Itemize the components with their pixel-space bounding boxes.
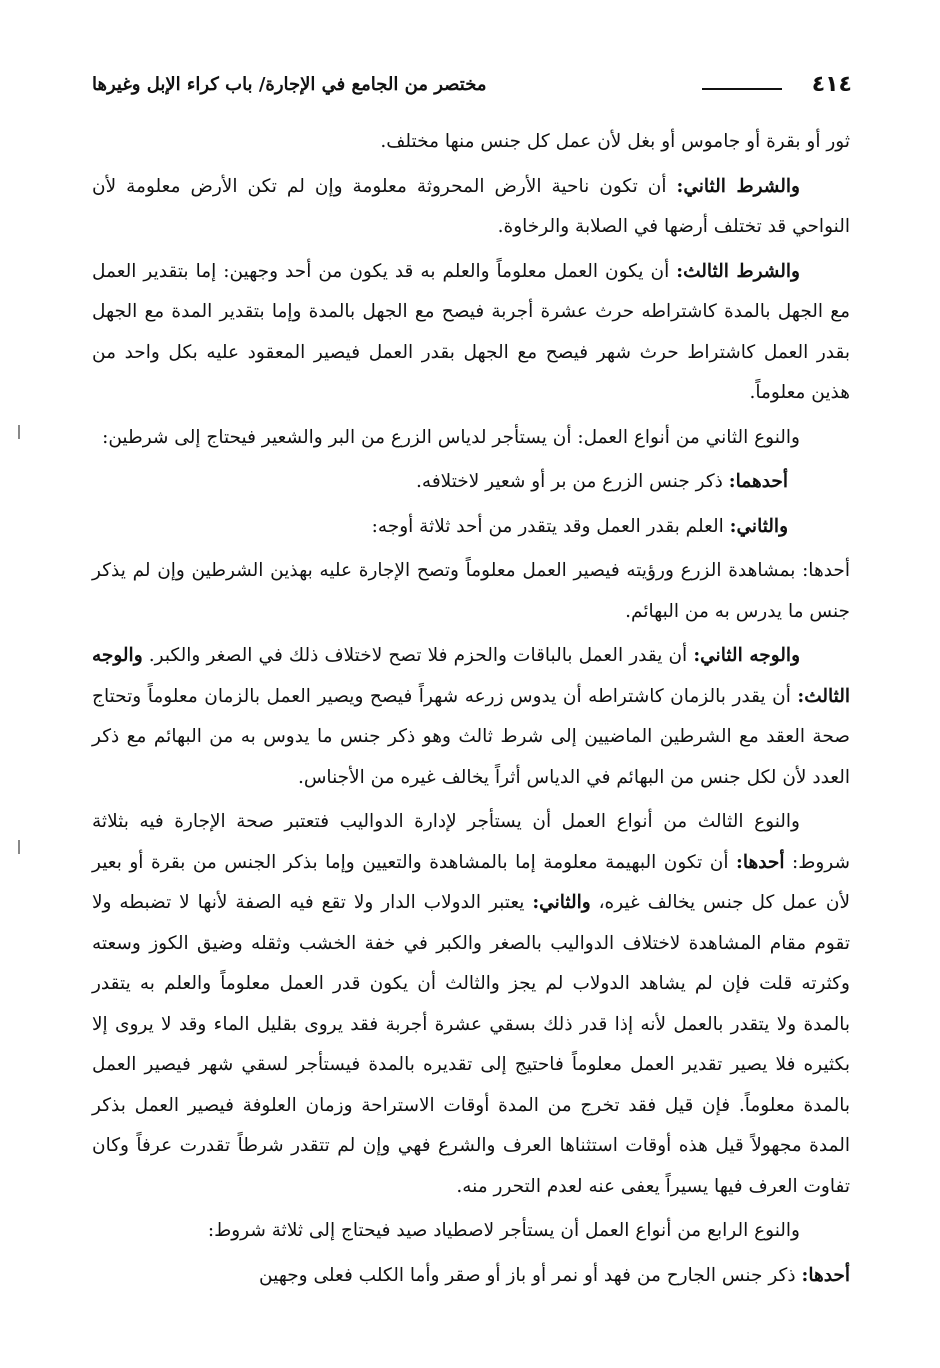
paragraph-text: والنوع الثاني من أنواع العمل: أن يستأجر لدياس الزرع من البر والشعير فيحتاج إلى شرطين: bbox=[102, 426, 800, 448]
page-number: ٤١٤ bbox=[811, 72, 852, 97]
paragraph-first-way bbox=[92, 551, 850, 632]
paragraph-third-condition bbox=[92, 252, 850, 414]
paragraph-text: أن تكون ناحية الأرض المحروثة معلومة وإن لم تكن الأرض معلومة لأن النواحي قد تختلف أرضها في الصلابة والرخاوة. bbox=[92, 175, 850, 237]
page-body bbox=[92, 122, 850, 1300]
paragraph-text: أن يكون العمل معلوماً والعلم به قد يكون من أحد وجهين: إما بتقدير العمل مع الجهل بالمدة كاشتراطه حرث عشرة أجربة فيصح مع الجهل بالمدة وإما بتقدير المدة مع الجهل بقدر العمل كاشتراط حرث شهر فيصح مع الجهل بقدر العمل فيصير المعقود عليه بكل واحد من هذين معلوماً. bbox=[92, 260, 850, 403]
paragraph-lead: والثاني: bbox=[532, 892, 591, 913]
margin-mark bbox=[18, 840, 20, 854]
paragraph-fourth-type bbox=[92, 1211, 850, 1252]
paragraph-lead: أحدهما: bbox=[728, 471, 788, 492]
paragraph-fourth-first-condition bbox=[92, 1256, 850, 1297]
paragraph-lead: والوجه الثالث: bbox=[92, 645, 850, 707]
paragraph-text: والنوع الرابع من أنواع العمل أن يستأجر لاصطياد صيد فيحتاج إلى ثلاثة شروط: bbox=[207, 1220, 800, 1241]
paragraph-first-item bbox=[92, 462, 850, 503]
paragraph-second-type bbox=[92, 418, 850, 459]
header-rule bbox=[702, 88, 782, 90]
paragraph-lead: والوجه الثاني: bbox=[693, 645, 800, 666]
paragraph-text: أن يقدر العمل بالباقات والحزم فلا تصح لاختلاف ذلك في الصغر والكبر. bbox=[148, 645, 688, 666]
paragraph-lead: أحدها: bbox=[801, 1264, 850, 1286]
paragraph-text: العلم بقدر العمل وقد يتقدر من أحد ثلاثة أوجه: bbox=[371, 515, 724, 537]
paragraph-lead: والشرط الثاني: bbox=[676, 175, 800, 197]
running-header bbox=[92, 70, 852, 104]
paragraph-text: ثور أو بقرة أو جاموس أو بغل لأن عمل كل جنس منها مختلف. bbox=[380, 131, 850, 152]
paragraph-continuation bbox=[92, 122, 850, 163]
paragraph-text: أن يقدر بالزمان كاشتراطه أن يدوس زرعه شهراً فيصح ويصير العمل بالزمان معلوماً وتحتاج صحة العقد مع الشرطين الماضيين إلى شرط ثالث وهو ذكر جنس ما يدوس به من البهائم مع ذكر العدد لأن لكل جنس من البهائم في الدياس أثراً يخالف غيره من الأجناس. bbox=[92, 685, 850, 788]
paragraph-lead: أحدها: bbox=[735, 851, 785, 873]
margin-mark bbox=[18, 425, 20, 439]
paragraph-lead: أحدها: bbox=[802, 560, 850, 581]
paragraph-lead: والشرط الثالث: bbox=[676, 260, 800, 282]
paragraph-lead: والثاني: bbox=[729, 515, 788, 537]
paragraph-second-condition bbox=[92, 167, 850, 248]
paragraph-text: ذكر جنس الزرع من بر أو شعير لاختلافه. bbox=[416, 471, 723, 492]
paragraph-text: بمشاهدة الزرع ورؤيته فيصير العمل معلوماً وتصح الإجارة عليه بهذين الشرطين وإن لم يذكر جنس ما يدرس به من البهائم. bbox=[92, 560, 850, 622]
paragraph-text: أن تكون البهيمة معلومة إما بالمشاهدة والتعيين وإما بذكر الجنس من بقرة أو بعير لأن عمل كل جنس يخالف غيره، bbox=[92, 851, 850, 913]
paragraph-second-item bbox=[92, 507, 850, 548]
paragraph-text: والنوع الثالث من أنواع العمل أن يستأجر لإدارة الدواليب فتعتبر صحة الإجارة فيه بثلاثة شروط: bbox=[92, 811, 850, 873]
running-title: مختصر من الجامع في الإجارة/ باب كراء الإبل وغيرها bbox=[92, 74, 487, 95]
paragraph-third-type bbox=[92, 802, 850, 1207]
paragraph-text: ذكر جنس الجارح من فهد أو نمر أو باز أو صقر وأما الكلب فعلى وجهين bbox=[259, 1264, 796, 1286]
paragraph-second-and-third-way bbox=[92, 636, 850, 798]
paragraph-text: يعتبر الدولاب الدار ولا تقع فيه الصفة لأنها لا تضبطه ولا تقوم مقام المشاهدة لاختلاف الدواليب بالصغر والكبر في خفة الخشب وثقله وضيق الكوز وسعته وكثرته قلت فإن لم يشاهد الدولاب لم يجز والثالث أن يكون قدر العمل معلوماً والعلم به يتقدر بالمدة ولا يتقدر بالعمل لأنه إذا قدر ذلك بسقي عشرة أجربة فقد يروى بقليل الماء وقد لا يروى إلا بكثيره فلا يصير تقدير العمل معلوماً فاحتيج إلى تقديره بالمدة فيستأجر لسقي شهر فيصير العمل بالمدة معلوماً. فإن قيل فقد تخرج من المدة أوقات الاستراحة وزمان العلوفة فيصير العمل بذكر المدة مجهولاً قيل هذه أوقات استثناها العرف والشرع فهي وإن لم تتقدر شرطاً تقدرت عرفاً وكان تفاوت العرف فيها يسيراً يعفى عنه لعدم التحرر منه. bbox=[92, 892, 850, 1197]
